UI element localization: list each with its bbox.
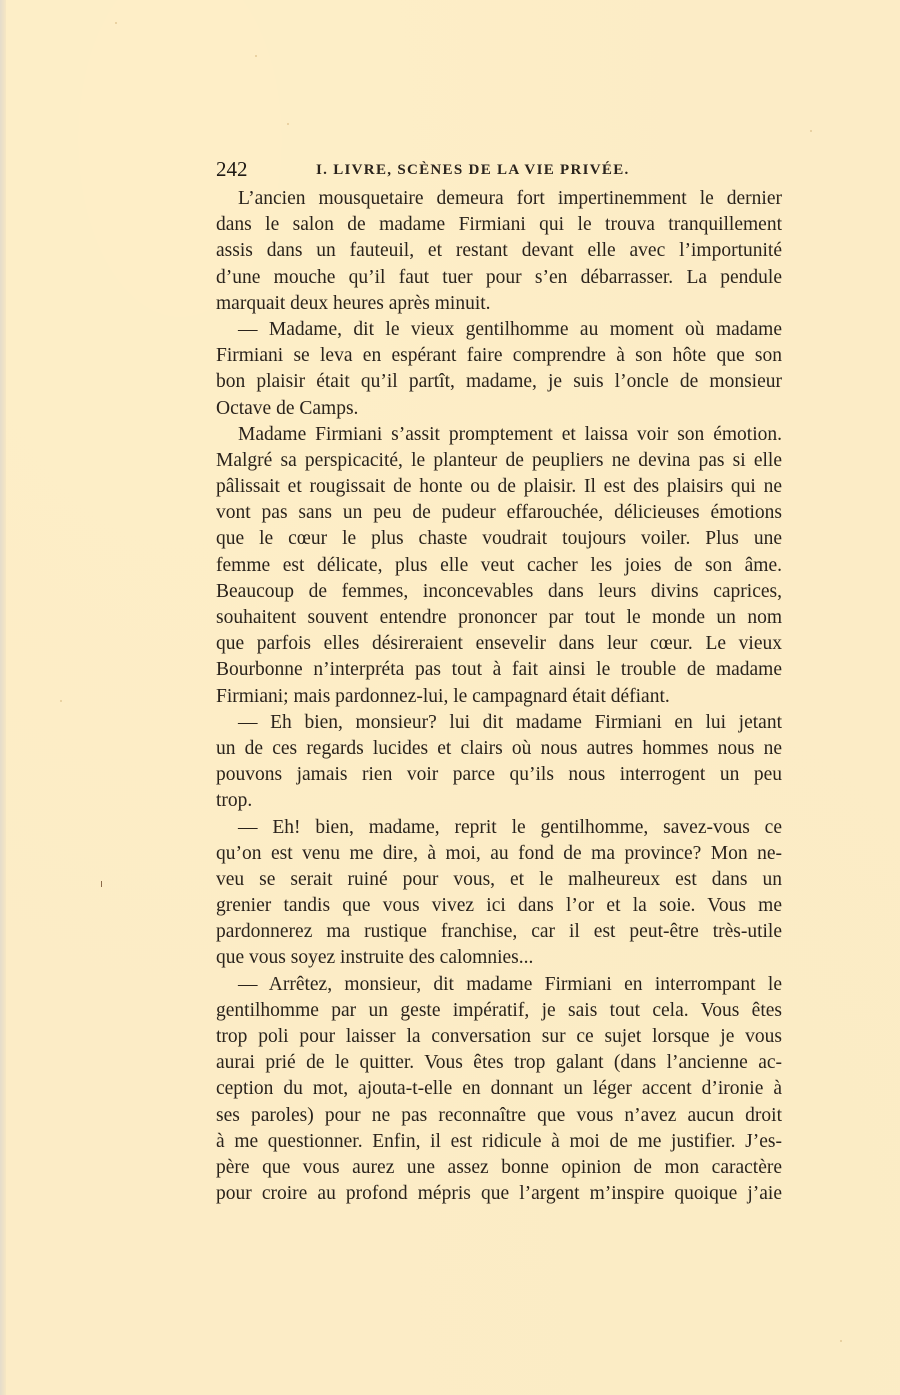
text-line: bon plaisir était qu’il partît, madame, je suis l’oncle de monsieur <box>216 371 782 393</box>
text-line: Madame Firmiani s’assit promptement et laissa voir son émotion. <box>238 423 782 445</box>
text-line: grenier tandis que vous vivez ici dans l’or et la soie. Vous me <box>216 895 782 917</box>
text-line: un de ces regards lucides et clairs où nous autres hommes nous ne <box>216 737 782 759</box>
text-line: Octave de Camps. <box>216 397 359 419</box>
text-line: que parfois elles désireraient ensevelir dans leur cœur. Le vieux <box>216 633 782 655</box>
paper-speck <box>287 123 289 125</box>
text-line: veu se serait ruiné pour vous, et le malheureux est dans un <box>216 868 782 890</box>
paragraph <box>216 422 782 710</box>
text-line: pouvons jamais rien voir parce qu’ils nous interrogent un peu <box>216 764 782 786</box>
text-line: aurai prié de le quitter. Vous êtes trop galant (dans l’ancienne ac- <box>216 1052 782 1074</box>
text-line: vont pas sans un peu de pudeur effarouchée, délicieuses émotions <box>216 502 782 524</box>
paragraph <box>216 710 782 815</box>
running-header <box>216 156 686 182</box>
text-line: dans le salon de madame Firmiani qui le trouva tranquillement <box>216 214 782 236</box>
text-line: à me questionner. Enfin, il est ridicule à moi de me justifier. J’es- <box>216 1130 782 1152</box>
text-line: d’une mouche qu’il faut tuer pour s’en débarrasser. La pendule <box>216 266 782 288</box>
text-line: pour croire au profond mépris que l’argent m’inspire quoique j’aie <box>216 1183 782 1205</box>
text-line: — Madame, dit le vieux gentilhomme au moment où madame <box>238 318 782 340</box>
text-line: souhaitent souvent entendre prononcer par tout le monde un nom <box>216 607 782 628</box>
paragraph <box>216 972 782 1208</box>
text-line: marquait deux heures après minuit. <box>216 292 491 314</box>
paragraph <box>216 815 782 972</box>
text-line: — Arrêtez, monsieur, dit madame Firmiani en interrompant le <box>238 973 782 995</box>
text-line: pardonnerez ma rustique franchise, car il est peut-être très-utile <box>216 921 782 943</box>
text-line: pâlissait et rougissait de honte ou de plaisir. Il est des plaisirs qui ne <box>216 476 782 498</box>
text-line: femme est délicate, plus elle veut cacher les joies de son âme. <box>216 554 782 576</box>
margin-mark <box>101 881 102 887</box>
text-line: L’ancien mousquetaire demeura fort impertinemment le dernier <box>238 188 782 209</box>
body-text <box>216 186 782 1207</box>
paper-speck <box>115 22 117 24</box>
text-line: Bourbonne n’interpréta pas tout à fait ainsi le trouble de madame <box>216 659 782 681</box>
text-line: que vous soyez instruite des calomnies... <box>216 947 534 969</box>
paper-speck <box>810 130 812 132</box>
text-line: Beaucoup de femmes, inconcevables dans leurs divins caprices, <box>216 580 782 602</box>
text-line: assis dans un fauteuil, et restant devant elle avec l’importunité <box>216 240 782 262</box>
text-line: que le cœur le plus chaste voudrait toujours voiler. Plus une <box>216 528 782 550</box>
text-line: trop. <box>216 790 253 812</box>
text-line: — Eh bien, monsieur? lui dit madame Firmiani en lui jetant <box>238 711 782 733</box>
text-line: ses paroles) pour ne pas reconnaître que vous n’avez aucun droit <box>216 1104 782 1126</box>
text-line: — Eh! bien, madame, reprit le gentilhomme, savez-vous ce <box>238 816 782 838</box>
paragraph <box>216 317 782 422</box>
paragraph <box>216 186 782 317</box>
paper-speck <box>840 1340 842 1342</box>
running-head-title: I. LIVRE, SCÈNES DE LA VIE PRIVÉE. <box>316 162 630 178</box>
text-line: Malgré sa perspicacité, le planteur de peupliers ne devina pas si elle <box>216 449 782 471</box>
text-line: trop poli pour laisser la conversation sur ce sujet lorsque je vous <box>216 1026 782 1047</box>
paper-speck <box>60 700 62 702</box>
text-line: père que vous aurez une assez bonne opinion de mon caractère <box>216 1156 782 1178</box>
page-edge-shadow <box>0 0 6 1395</box>
paper-speck <box>255 55 257 57</box>
text-line: Firmiani se leva en espérant faire comprendre à son hôte que son <box>216 345 782 367</box>
page-number: 242 <box>216 157 248 181</box>
text-line: ception du mot, ajouta-t-elle en donnant un léger accent d’ironie à <box>216 1078 782 1100</box>
text-line: gentilhomme par un geste impératif, je sais tout cela. Vous êtes <box>216 999 782 1021</box>
text-line: qu’on est venu me dire, à moi, au fond de ma province? Mon ne- <box>216 842 782 864</box>
text-line: Firmiani; mais pardonnez-lui, le campagnard était défiant. <box>216 685 670 707</box>
